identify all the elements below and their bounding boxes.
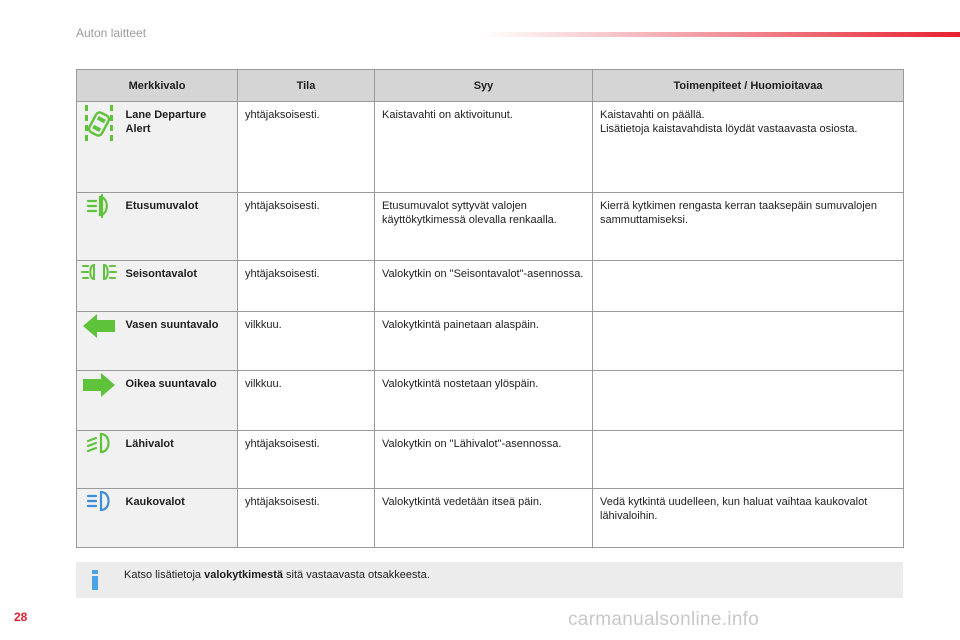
indicator-icon-cell <box>77 102 122 193</box>
cause-cell: Valokytkin on "Seisontavalot"-asennossa. <box>375 261 593 312</box>
indicator-icon-cell <box>77 312 122 371</box>
column-header-cause: Syy <box>375 70 593 102</box>
table-row <box>77 193 904 261</box>
note-suffix: sitä vastaavasta otsakkeesta. <box>283 569 430 581</box>
indicator-name: Kaukovalot <box>122 489 238 548</box>
state-cell: yhtäjaksoisesti. <box>238 193 375 261</box>
indicator-name: Lähivalot <box>122 431 238 489</box>
table-row <box>77 261 904 312</box>
indicator-name: Vasen suuntavalo <box>122 312 238 371</box>
header-accent-bar <box>480 32 960 37</box>
watermark: carmanualsonline.info <box>568 609 760 630</box>
column-header-action: Toimenpiteet / Huomioitavaa <box>593 70 904 102</box>
high-beam-icon <box>84 489 114 513</box>
parking-light-icon <box>81 261 117 283</box>
table-row <box>77 431 904 489</box>
cause-cell: Kaistavahti on aktivoitunut. <box>375 102 593 193</box>
indicator-name: Oikea suuntavalo <box>122 371 238 431</box>
indicator-icon-cell <box>77 489 122 548</box>
table-row <box>77 371 904 431</box>
action-cell <box>593 312 904 371</box>
column-header-indicator: Merkkivalo <box>77 70 238 102</box>
action-cell <box>593 261 904 312</box>
cause-cell: Valokytkintä nostetaan ylöspäin. <box>375 371 593 431</box>
info-icon <box>90 570 100 590</box>
column-header-state: Tila <box>238 70 375 102</box>
arrow-left-icon <box>82 312 116 340</box>
cause-cell: Valokytkintä vedetään itseä päin. <box>375 489 593 548</box>
cause-cell: Valokytkin on "Lähivalot"-asennossa. <box>375 431 593 489</box>
lane-departure-icon <box>83 102 115 146</box>
table-header-row <box>77 70 904 102</box>
warning-lights-table <box>76 69 904 548</box>
note-link-term: valokytkimestä <box>204 569 283 581</box>
state-cell: yhtäjaksoisesti. <box>238 102 375 193</box>
cause-cell: Etusumuvalot syttyvät valojen käyttökytkimessä olevalla renkaalla. <box>375 193 593 261</box>
fog-light-icon <box>84 193 114 219</box>
indicator-name: Seisontavalot <box>122 261 238 312</box>
action-cell <box>593 371 904 431</box>
info-note <box>76 562 903 598</box>
indicator-icon-cell <box>77 431 122 489</box>
action-cell: Kierrä kytkimen rengasta kerran taaksepäin sumuvalojen sammuttamiseksi. <box>593 193 904 261</box>
indicator-icon-cell <box>77 371 122 431</box>
state-cell: vilkkuu. <box>238 371 375 431</box>
indicator-icon-cell <box>77 193 122 261</box>
action-cell: Kaistavahti on päällä. Lisätietoja kaistavahdista löydät vastaavasta osiosta. <box>593 102 904 193</box>
table-row <box>77 102 904 193</box>
state-cell: vilkkuu. <box>238 312 375 371</box>
action-cell: Vedä kytkintä uudelleen, kun haluat vaihtaa kaukovalot lähivaloihin. <box>593 489 904 548</box>
page-number: 28 <box>14 610 28 624</box>
indicator-name: Lane Departure Alert <box>122 102 238 193</box>
arrow-right-icon <box>82 371 116 399</box>
table-row <box>77 312 904 371</box>
note-prefix: Katso lisätietoja <box>124 569 205 581</box>
low-beam-icon <box>84 431 114 455</box>
table-row <box>77 489 904 548</box>
cause-cell: Valokytkintä painetaan alaspäin. <box>375 312 593 371</box>
action-cell <box>593 431 904 489</box>
state-cell: yhtäjaksoisesti. <box>238 489 375 548</box>
state-cell: yhtäjaksoisesti. <box>238 431 375 489</box>
indicator-name: Etusumuvalot <box>122 193 238 261</box>
state-cell: yhtäjaksoisesti. <box>238 261 375 312</box>
section-title: Auton laitteet <box>76 26 147 40</box>
info-note-text <box>124 569 430 581</box>
indicator-icon-cell <box>77 261 122 312</box>
